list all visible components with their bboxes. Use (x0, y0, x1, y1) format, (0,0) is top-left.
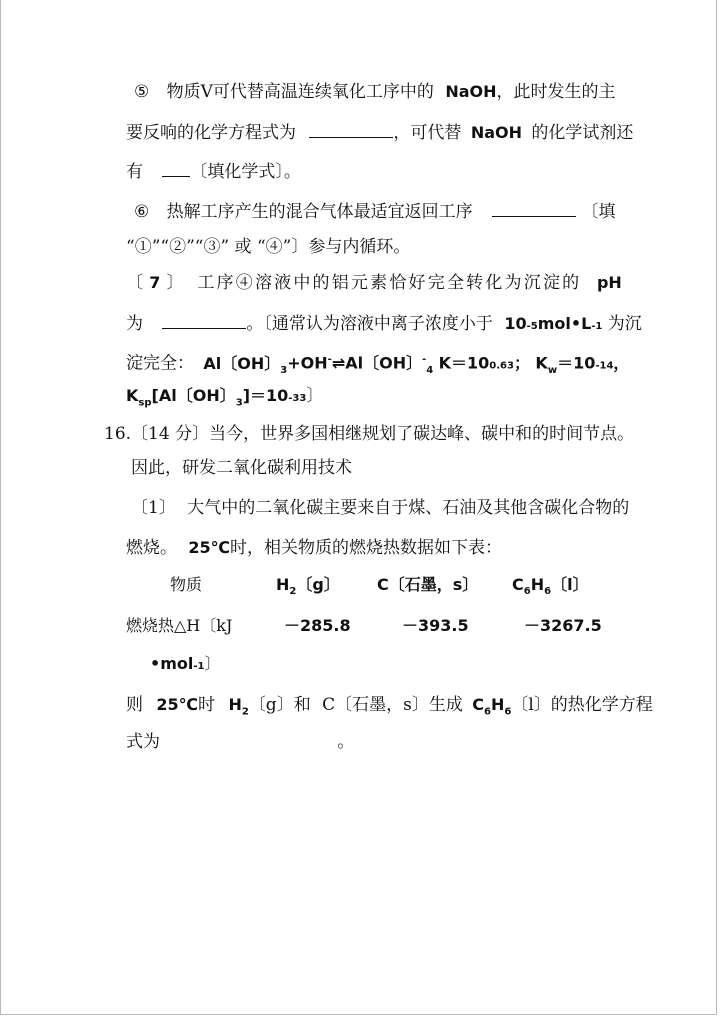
q7-conc: 10 (504, 314, 527, 333)
q7-line-3 (126, 348, 629, 383)
table-header-benzene (512, 573, 589, 604)
q16-line2: 因此，研发二氧化碳利用技术 (131, 458, 352, 478)
table-value-h2 (284, 614, 351, 638)
final-cs: C〔石墨，s〕生成 (322, 695, 463, 715)
final-line2-b: 。 (337, 732, 355, 752)
final-h: H (228, 695, 242, 714)
q16-1-text: 大气中的二氧化碳主要来自于煤、石油及其他含碳化合物的 (187, 498, 630, 518)
q7-kw-sub: w (547, 365, 558, 377)
q16-1-line-1 (131, 496, 629, 520)
q7-k-exp: 0.63 (489, 360, 514, 372)
q6-process-blank[interactable] (492, 198, 576, 217)
final-line2-a: 式为 (126, 732, 160, 752)
q7-eq-c-sup: - (422, 354, 427, 365)
q16-number: 16. (104, 424, 132, 444)
q7-line-4 (126, 384, 323, 415)
q7-number-open: 〔 (126, 273, 146, 293)
benzene-c: C (512, 575, 524, 594)
q5-line2-b: ，可代替 (393, 123, 462, 143)
q7-line2-a: 为 (126, 314, 143, 334)
value-h2-text: －285.8 (284, 616, 351, 635)
final-d: 〔l〕的热化学方程 (511, 695, 653, 715)
table-row-label (126, 614, 232, 638)
q7-number-close: 〕 (166, 273, 186, 293)
table-value-graphite (402, 614, 469, 638)
q5-equation-blank[interactable] (309, 119, 393, 138)
q7-ksp-close: 〕 (306, 386, 324, 406)
q7-ksp-c: ]＝10 (242, 386, 289, 405)
q7-conc-exp: -5 (526, 321, 538, 332)
table-value-benzene (524, 614, 602, 638)
q5-text-b: ，此时发生的主 (496, 82, 616, 102)
q7-conc-unit: mol•L (537, 314, 592, 333)
final-temp: 25℃ (156, 695, 199, 714)
h2-subscript: 2 (289, 586, 297, 598)
q7-line2-c: 为沉 (607, 314, 642, 334)
table-row-label-unit (150, 652, 221, 679)
q7-kw: K (535, 353, 548, 373)
benzene-c-sub: 6 (523, 586, 531, 598)
q7-line2-b: 。〔通常认为溶液中离子浓度小于 (246, 314, 493, 334)
q7-ksp-b: [Al〔OH〕 (151, 386, 236, 405)
q7-kw-val: ＝10 (557, 353, 596, 373)
final-c: 〔g〕和 (248, 695, 311, 715)
h2-symbol: H (276, 575, 290, 594)
row-unit-close: 〕 (204, 654, 221, 673)
q5-line3-a: 有 (126, 162, 143, 182)
q7-text-a: 工序④溶液中的铝元素恰好完全转化为沉淀的 (197, 273, 582, 293)
q16-1-line2-a: 燃烧。 (126, 538, 177, 558)
q5-naoh-2: NaOH (470, 123, 522, 142)
q7-sep: ； (513, 353, 530, 373)
final-c6: C (472, 695, 484, 714)
q7-eq-b-sup: - (327, 354, 332, 365)
final-h-sub: 2 (241, 706, 249, 718)
q7-eq-b: +OH (287, 353, 328, 373)
q5-line-1 (134, 80, 616, 104)
table-header-substance (170, 573, 202, 597)
value-benzene-text: －3267.5 (524, 616, 602, 635)
q5-formula-blank[interactable] (162, 158, 190, 177)
final-h6-sub: 6 (504, 706, 512, 718)
q6-line2: “①”“②”“③” 或 “④”〕参与内循环。 (126, 237, 411, 257)
q7-eq-arrow: ⇌ (331, 353, 346, 373)
final-h6: H (490, 695, 505, 714)
q7-ksp-sub: sp (138, 397, 152, 409)
final-c6-sub: 6 (484, 706, 491, 718)
q7-ph-blank[interactable] (162, 310, 246, 329)
q7-conc-unit-exp: -1 (591, 321, 603, 332)
q5-text-a: 物质Ⅴ可代替高温连续氧化工序中的 (166, 82, 434, 102)
value-graphite-text: －393.5 (402, 616, 469, 635)
q7-line3-a: 淀完全： (126, 353, 194, 374)
q7-number: 7 (149, 273, 163, 292)
q16-1-number: 〔1〕 (131, 498, 176, 518)
q5-line2-a: 要反响的化学方程式为 (126, 123, 296, 143)
q5-naoh: NaOH (445, 82, 497, 101)
q6-text-a: 热解工序产生的混合气体最适宜返回工序 (166, 202, 473, 222)
q5-line-2 (126, 119, 633, 145)
final-a: 则 (126, 695, 143, 715)
q16-1-temp: 25℃ (188, 538, 231, 557)
q16-score: 〔14 分〕 (131, 424, 210, 444)
table-header-graphite (377, 573, 478, 597)
row-unit-exp: -1 (193, 661, 205, 672)
q7-line-2 (126, 310, 642, 339)
q16-final-line-2 (126, 730, 354, 754)
q16-1-line-2 (126, 536, 502, 560)
q16-1-line2-b: 时，相关物质的燃烧热数据如下表： (230, 538, 503, 558)
q7-eq-a: Al〔OH〕 (203, 353, 281, 373)
q6-line-1 (134, 198, 615, 224)
table-header-substance-text: 物质 (170, 575, 203, 594)
q7-line-1 (126, 271, 622, 295)
q5-line3-b: 〔填化学式〕。 (190, 162, 301, 182)
q16-text: 当今，世界多国相继规划了碳达峰、碳中和的时间节点。 (209, 424, 635, 444)
q6-text-b: 〔填 (581, 202, 616, 222)
q7-kw-exp: -14 (595, 360, 614, 372)
q5-number: ⑤ (134, 82, 150, 102)
q6-number: ⑥ (134, 202, 150, 222)
table-header-h2 (276, 573, 340, 604)
q5-line-3 (126, 158, 301, 184)
q7-comma: ， (613, 353, 630, 373)
q7-eq-c: Al〔OH〕 (345, 353, 423, 373)
row-label-text: 燃烧热△H〔kJ (126, 616, 233, 635)
q7-ksp-b-sub: 3 (235, 397, 243, 409)
benzene-state: 〔l〕 (551, 575, 589, 594)
benzene-h-sub: 6 (544, 586, 552, 598)
q16-line-1 (104, 422, 634, 446)
q7-ksp-exp: -33 (288, 393, 307, 404)
q7-ph: pH (596, 273, 622, 292)
q7-ksp: K (126, 386, 139, 405)
q7-k: K＝10 (438, 353, 490, 373)
q7-eq-a-sub: 3 (280, 365, 288, 377)
graphite-text: C〔石墨，s〕 (377, 575, 479, 594)
final-b: 时 (198, 695, 216, 715)
q16-final-line-1 (126, 693, 653, 724)
row-unit-mol: •mol (150, 654, 194, 673)
benzene-h: H (530, 575, 545, 594)
q16-line-2 (131, 456, 352, 480)
q5-line2-c: 的化学试剂还 (531, 123, 634, 143)
q7-eq-c-sub: 4 (426, 365, 434, 377)
h2-state: 〔g〕 (296, 575, 340, 594)
q6-line-2 (126, 235, 410, 259)
